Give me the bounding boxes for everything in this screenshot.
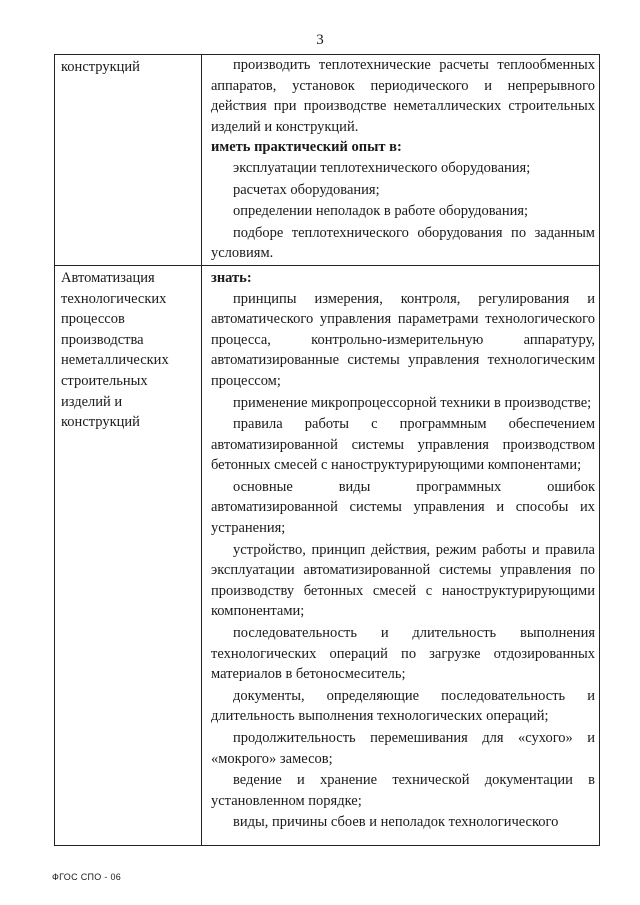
standards-table [54,54,600,846]
discipline-cell [55,265,202,845]
requirement-item: документы, определяющие последовательность и длительность выполнения технологических операций; [211,687,595,725]
requirement-item: применение микропроцессорной техники в производстве; [233,394,592,411]
requirement-item: последовательность и длительность выполнения технологических операций по загрузке отдозированных материалов в бетоносмеситель; [211,625,595,683]
discipline-name: Автоматизация технологических процессов производства неметаллических строительных изделий и конструкций [61,269,169,431]
requirement-item: правила работы с программным обеспечением автоматизированной системы управления производством бетонных смесей с наноструктурирующими компонентами; [211,416,595,474]
discipline-cell [55,55,202,266]
requirement-item: принципы измерения, контроля, регулирования и автоматического управления параметрами технологического процесса, контрольно-измерительную аппаратуру, автоматизированные системы управления технологическим процессом; [211,290,595,389]
requirements-cell [202,265,600,845]
requirement-item: расчетах оборудования; [233,181,380,198]
requirement-item: определении неполадок в работе оборудования; [233,203,529,220]
discipline-name: конструкций [61,59,140,75]
requirement-item: продолжительность перемешивания для «сухого» и «мокрого» замесов; [211,730,595,767]
table-row [55,265,600,845]
requirement-item: подборе теплотехнического оборудования по заданным условиям. [211,224,595,262]
page-number: 3 [316,32,324,48]
requirement-heading: знать: [211,269,252,286]
requirement-item: устройство, принцип действия, режим работы и правила эксплуатации автоматизированной системы управления по производству бетонных смесей с наноструктурирующими компонентами; [211,541,595,620]
requirement-heading: иметь практический опыт в: [211,139,402,156]
requirement-item: виды, причины сбоев и неполадок технологического [233,814,559,831]
document-footer: ФГОС СПО - 06 [52,872,122,882]
requirement-item: основные виды программных ошибок автоматизированной системы управления и способы их устранения; [211,478,595,537]
requirements-cell [202,55,600,266]
requirement-text: производить теплотехнические расчеты теплообменных аппаратов, установок периодического и непрерывного действия при производстве неметаллических строительных изделий и конструкций. [211,57,595,135]
table-row [55,55,600,266]
requirement-item: ведение и хранение технической документации в установленном порядке; [211,772,595,809]
requirement-item: эксплуатации теплотехнического оборудования; [233,159,531,176]
